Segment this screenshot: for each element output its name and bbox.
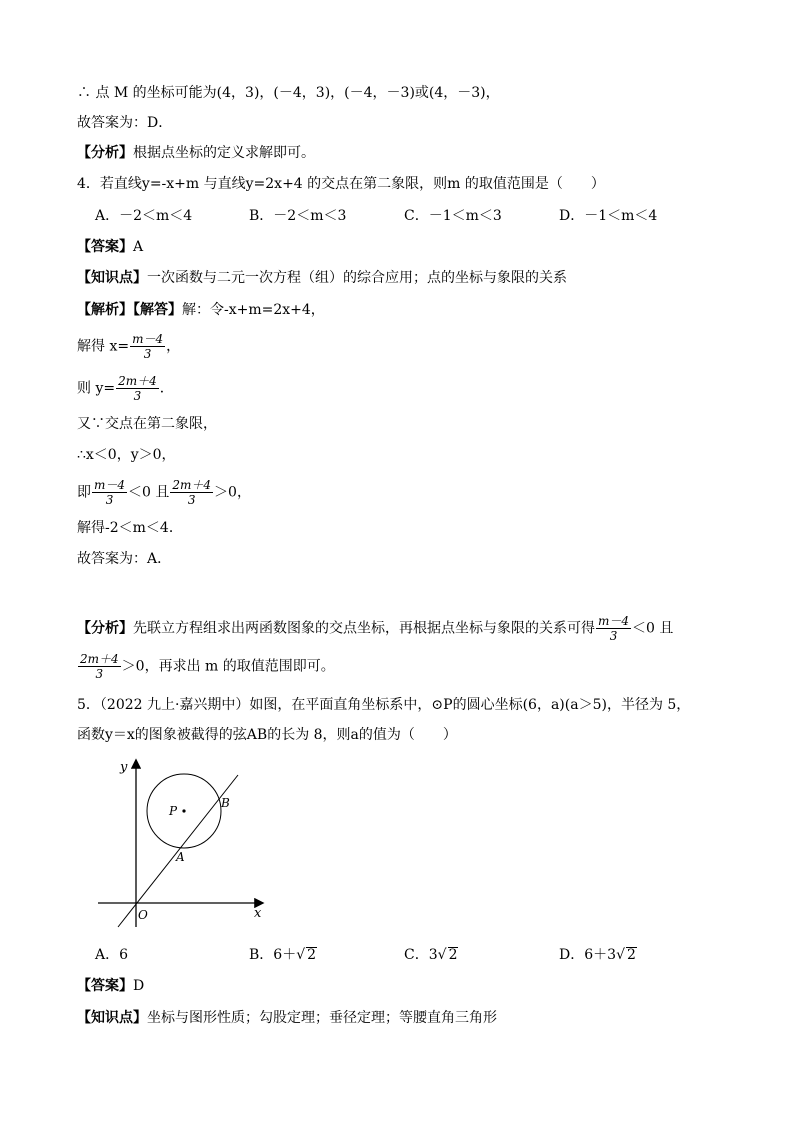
- q4-option-d-label: D．: [559, 208, 585, 224]
- q5-option-b: [249, 945, 317, 965]
- q5-option-c-label: C．: [404, 947, 429, 963]
- q4-an-tag: 【分析】: [77, 620, 133, 637]
- coordinate-figure: [90, 755, 280, 930]
- q4-step6: 解得-2＜m＜4．: [77, 520, 183, 536]
- q4-step2: [77, 374, 174, 403]
- analysis-tag: 【分析】: [77, 145, 133, 161]
- q5-stem2: 函数y＝x的图象被截得的弦AB的长为 8，则a的值为（ ）: [77, 727, 457, 743]
- q4-kp-tag: 【知识点】: [77, 270, 147, 286]
- q5-answer: [77, 976, 144, 996]
- fraction-den: 3: [105, 493, 114, 507]
- q4-stem: 4．若直线y=-x+m 与直线y=2x+4 的交点在第二象限，则m 的取值范围是（ ）: [77, 176, 605, 192]
- fraction: [130, 332, 165, 361]
- q5-option-a: [95, 945, 128, 965]
- sqrt-sign: √: [437, 947, 447, 963]
- q4-step4: ∴x＜0，y＞0，: [77, 447, 176, 463]
- q4-option-a-label: A．: [95, 208, 120, 224]
- step2-post: ．: [159, 380, 174, 397]
- fraction: [78, 652, 121, 681]
- sqrt-sign: √: [296, 947, 306, 963]
- q4-analysis: [77, 614, 673, 643]
- radicand: 2: [626, 947, 636, 963]
- q4-kp-text: 一次函数与二元一次方程（组）的综合应用；点的坐标与象限的关系: [147, 270, 567, 286]
- radicand: 2: [307, 947, 317, 963]
- fraction-den: 3: [133, 389, 142, 403]
- q4-answer: [77, 237, 143, 257]
- step5-mid: ＜0 且: [128, 484, 170, 501]
- q4-option-b-label: B．: [249, 208, 274, 224]
- label-o: O: [138, 908, 148, 922]
- fraction-den: 3: [143, 347, 152, 361]
- radicand: 2: [448, 947, 458, 963]
- analysis-text: 根据点坐标的定义求解即可。: [133, 145, 315, 161]
- step5-pre: 即: [77, 484, 91, 501]
- label-a: A: [176, 850, 185, 864]
- label-b: B: [221, 796, 230, 810]
- fraction-num: 2m＋4: [80, 652, 119, 666]
- fraction-num: m－4: [132, 332, 164, 346]
- label-y: y: [120, 760, 128, 775]
- sqrt-sign: √: [616, 947, 625, 963]
- q4-option-b-text: －2＜m＜3: [273, 208, 347, 224]
- prev-answer-line: 故答案为：D．: [77, 115, 173, 131]
- fraction-num: 2m＋4: [118, 374, 157, 388]
- q5-answer-value: D: [133, 978, 145, 994]
- q5-option-d-label: D．: [559, 947, 585, 963]
- q4-answer-value: A: [133, 239, 144, 255]
- fraction-num: m－4: [94, 478, 126, 492]
- q5-option-b-text: 6＋: [273, 947, 297, 963]
- q5-option-c-text: 3: [428, 947, 438, 963]
- q4-option-c-label: C．: [404, 208, 429, 224]
- fraction: [116, 374, 159, 403]
- fraction-num: m－4: [598, 614, 630, 628]
- q4-option-c-text: －1＜m＜3: [428, 208, 502, 224]
- q4-option-a: [95, 206, 192, 226]
- q5-knowledge: [77, 1008, 497, 1028]
- q4-solution: [77, 300, 325, 320]
- an-mid: ＜0 且: [632, 620, 674, 637]
- fraction-den: 3: [609, 629, 618, 643]
- step2-pre: 则 y=: [77, 380, 116, 397]
- an-end: ＞0，再求出 m 的取值范围即可。: [121, 658, 335, 675]
- q4-step5: [77, 478, 251, 507]
- q5-option-b-label: B．: [249, 947, 274, 963]
- q5-kp-text: 坐标与图形性质；勾股定理；垂径定理；等腰直角三角形: [147, 1010, 497, 1026]
- label-p: P: [169, 804, 178, 818]
- q4-step1: [77, 332, 180, 361]
- q5-answer-tag: 【答案】: [77, 978, 133, 994]
- step1-pre: 解得 x=: [77, 338, 130, 355]
- fraction-num: 2m＋4: [172, 478, 212, 492]
- q4-option-c: [404, 206, 502, 226]
- q5-option-a-label: A．: [95, 947, 120, 963]
- q5-option-a-text: 6: [119, 947, 129, 963]
- fraction-den: 3: [95, 667, 104, 681]
- q4-step7: 故答案为：A．: [77, 551, 172, 567]
- fraction: [596, 614, 631, 643]
- q5-option-d-text: 6＋3: [584, 947, 617, 963]
- q4-option-d-text: －1＜m＜4: [584, 208, 658, 224]
- step5-post: ＞0，: [214, 484, 251, 501]
- fraction-den: 3: [187, 493, 196, 507]
- prev-analysis: [77, 143, 315, 163]
- q5-option-d: [559, 945, 637, 965]
- q4-answer-tag: 【答案】: [77, 239, 133, 255]
- q5-stem1: 5．（2022 九上·嘉兴期中）如图，在平面直角坐标系中，⊙P的圆心坐标(6，a)(a＞5)，半径为 5，: [77, 697, 691, 713]
- q4-option-a-text: －2＜m＜4: [119, 208, 193, 224]
- q5-kp-tag: 【知识点】: [77, 1010, 147, 1026]
- q4-option-b: [249, 206, 346, 226]
- q4-sol-text: 解：令-x+m=2x+4，: [182, 302, 325, 318]
- q4-an-text: 先联立方程组求出两函数图象的交点坐标，再根据点坐标与象限的关系可得: [133, 620, 595, 637]
- q4-option-d: [559, 206, 657, 226]
- fraction: [92, 478, 127, 507]
- q5-option-c: [404, 945, 458, 965]
- fraction: [170, 478, 213, 507]
- q4-sol-tag: 【解析】【解答】: [77, 302, 182, 318]
- q4-analysis-cont: [77, 652, 335, 681]
- prev-line1: ∴ 点 M 的坐标可能为(4，3)，(－4，3)，(－4，－3)或(4，－3)，: [77, 85, 500, 101]
- step1-post: ，: [166, 338, 181, 355]
- center-point: [182, 809, 185, 812]
- label-x: x: [254, 906, 262, 921]
- q4-knowledge: [77, 268, 567, 288]
- q4-step3: 又∵交点在第二象限，: [77, 416, 217, 432]
